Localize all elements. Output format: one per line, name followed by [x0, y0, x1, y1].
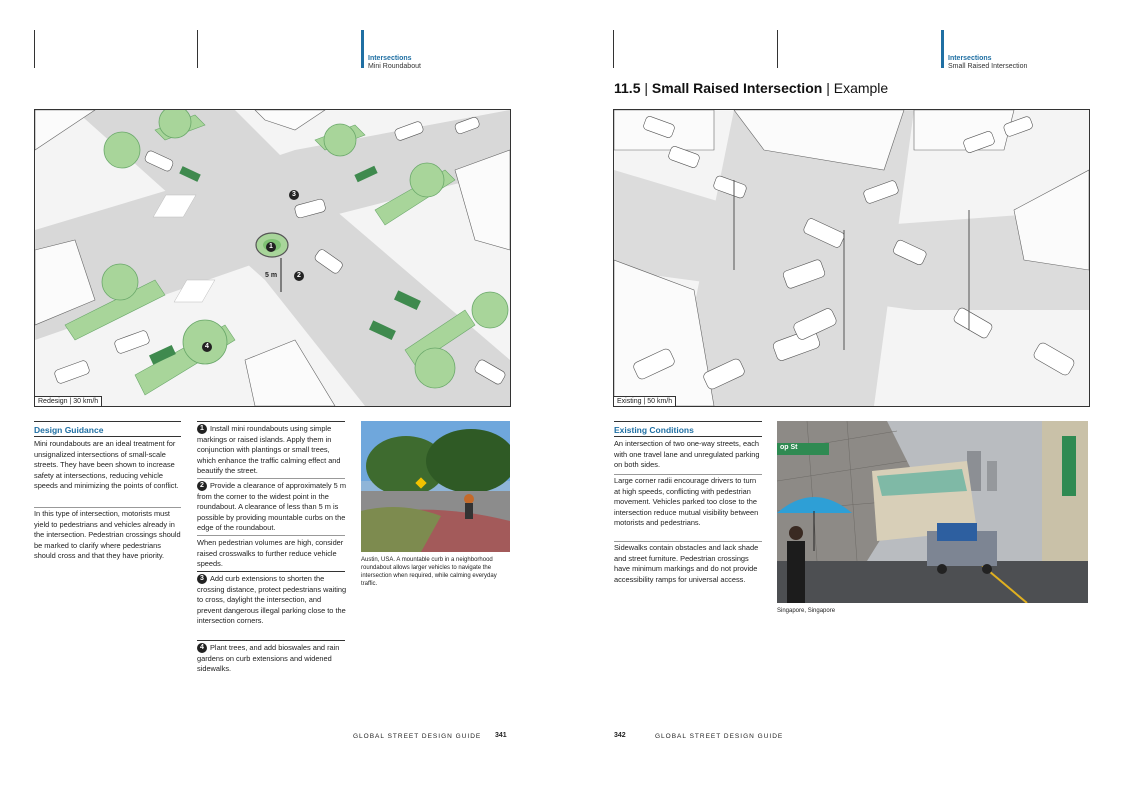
divider	[614, 421, 762, 422]
section-title: Intersections	[948, 55, 992, 62]
item-number-2: 2	[197, 481, 207, 491]
page-title: 11.5 | Small Raised Intersection | Example	[614, 80, 889, 96]
item-text: Plant trees, and add bioswales and rain gardens on curb extensions and widened sidewalks.	[197, 643, 340, 673]
guidance-paragraph: Mini roundabouts are an ideal treatment for unsignalized intersections of small-scale streets. They have been shown to increase safety at intersections, reducing vehicle speeds and minimizing the points of conflict.	[34, 439, 179, 490]
item-text: Provide a clearance of approximately 5 m from the corner to the widest point in the roundabout. A clearance of less than 5 m is possible by providing mountable curbs on the edge of the roundabout.	[197, 481, 346, 532]
divider	[34, 436, 181, 437]
item-number-3: 3	[197, 574, 207, 584]
illustration-label: Existing | 50 km/h	[614, 396, 676, 406]
divider	[34, 507, 181, 508]
title-number: 11.5	[614, 80, 641, 96]
intersection-drawing	[614, 110, 1089, 406]
guidance-item-4	[197, 643, 347, 675]
header-divider	[197, 30, 198, 68]
conditions-paragraph: Large corner radii encourage drivers to turn at high speeds, conflicting with pedestrian movement. Vehicles parked too close to the intersection reduce mutual visibility between motorists and pedestrians.	[614, 476, 759, 527]
page-number: 342	[614, 732, 626, 739]
divider	[614, 541, 762, 542]
item-text: Add curb extensions to shorten the crossing distance, protect pedestrians waiting to cross, daylight the intersection, and prevent dangerous illegal parking close to the intersection corners.	[197, 574, 347, 625]
guidance-item-3	[197, 574, 347, 627]
intersection-illustration	[613, 109, 1090, 407]
divider	[197, 421, 345, 422]
guidance-paragraph: In this type of intersection, motorists must yield to pedestrians and vehicles already in the intersection. Pedestrian crossings should be marked to clarify where pedestrians should cross and that they have priority.	[34, 509, 181, 560]
marker-4: 4	[202, 338, 215, 356]
street-sign: op St	[780, 444, 798, 451]
page-number: 341	[495, 732, 507, 739]
guidance-item-2-extra: When pedestrian volumes are high, consider raised crosswalks to further reduce vehicle speeds.	[197, 538, 344, 568]
marker-1: 1	[266, 238, 279, 256]
divider	[197, 640, 345, 641]
guidance-item-2	[197, 481, 347, 534]
dimension-label: 5 m	[265, 272, 278, 279]
title-main: Small Raised Intersection	[651, 80, 823, 96]
divider	[614, 436, 762, 437]
austin-photo-drawing	[361, 421, 510, 552]
divider	[614, 474, 762, 475]
section-marker	[941, 30, 944, 68]
section-subtitle: Small Raised Intersection	[948, 63, 1028, 70]
section-title: Intersections	[368, 55, 412, 62]
item-text: Install mini roundabouts using simple markings or raised islands. Apply them in conjunction with plantings or small trees, which enhance the traffic calming effect and beautify the street.	[197, 424, 341, 475]
footer-title: GLOBAL STREET DESIGN GUIDE	[655, 733, 784, 740]
divider	[197, 478, 345, 479]
header-divider	[613, 30, 614, 68]
divider	[34, 421, 181, 422]
existing-conditions-heading: Existing Conditions	[614, 425, 694, 435]
header-divider	[777, 30, 778, 68]
roundabout-drawing	[35, 110, 510, 406]
title-suffix: Example	[833, 80, 889, 96]
conditions-paragraph: An intersection of two one-way streets, each with one travel lane and unregulated parking on both sides.	[614, 439, 760, 469]
marker-3: 3	[289, 186, 302, 204]
singapore-photo	[777, 421, 1088, 603]
guidance-item-1	[197, 424, 347, 477]
footer-title: GLOBAL STREET DESIGN GUIDE	[353, 733, 482, 740]
item-number-1: 1	[197, 424, 207, 434]
conditions-paragraph: Sidewalks contain obstacles and lack shade and street furniture. Pedestrian crossings have minimum markings and do not provide accessibility ramps for universal access.	[614, 543, 759, 584]
singapore-photo-drawing	[777, 421, 1088, 603]
header-divider	[34, 30, 35, 68]
marker-2: 2	[294, 267, 307, 285]
section-marker	[361, 30, 364, 68]
divider	[197, 535, 345, 536]
item-number-4: 4	[197, 643, 207, 653]
divider	[197, 571, 345, 572]
design-guidance-heading: Design Guidance	[34, 425, 104, 435]
austin-photo-caption: Austin, USA. A mountable curb in a neighborhood roundabout allows larger vehicles to navigate the intersection when required, while calming everyday traffic.	[361, 557, 497, 587]
austin-photo	[361, 421, 510, 552]
section-subtitle: Mini Roundabout	[368, 63, 421, 70]
singapore-photo-caption: Singapore, Singapore	[777, 608, 836, 614]
illustration-label: Redesign | 30 km/h	[35, 396, 102, 406]
roundabout-illustration	[34, 109, 511, 407]
